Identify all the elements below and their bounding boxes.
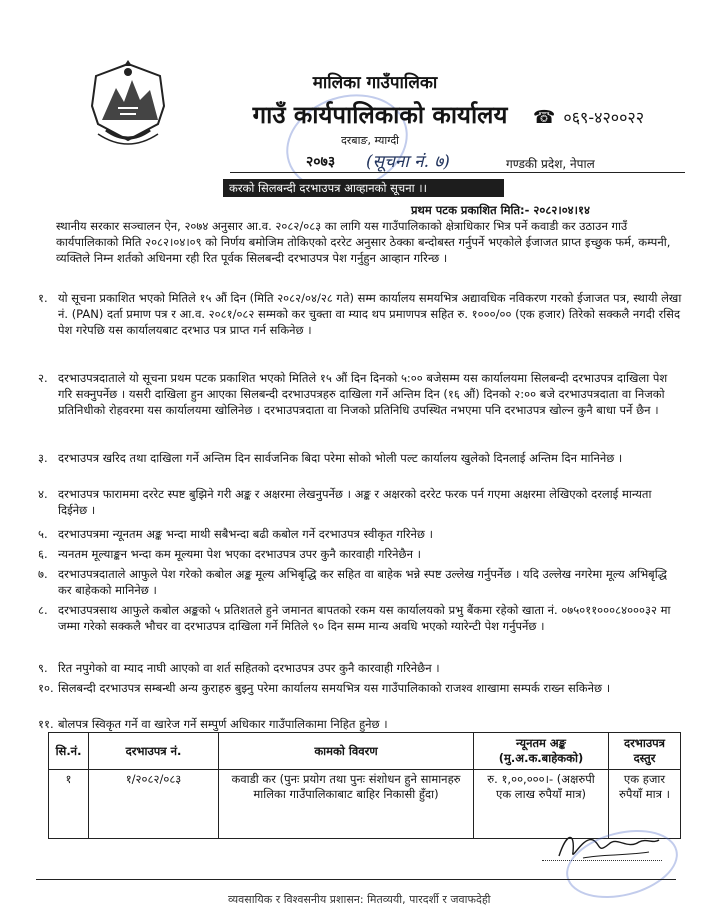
condition-number: ३.: [38, 451, 48, 465]
condition-number: ६.: [38, 547, 48, 561]
nepal-emblem-icon: [78, 60, 178, 152]
condition-item: [38, 526, 683, 542]
condition-text: सिलबन्दी दरभाउपत्र सम्बन्धी अन्य कुराहरु बुझ्नु परेमा कार्यालय समयभित्र यस गाउँपालिकाको राजश्व शाखामा सम्पर्क राख्न सकिनेछ ।: [58, 681, 611, 695]
column-header-bid-number: दरभाउपत्र नं.: [89, 733, 219, 770]
footer-divider: [36, 879, 676, 880]
cell-minimum-amount: रु. १,००,०००।- (अक्षरुपी एक लाख रुपैयाँ मात्र): [474, 770, 609, 839]
condition-text: दरभाउपत्र फाराममा दररेट स्पष्ट बुझिने गरी अङ्क र अक्षरमा लेखनुपर्नेछ । अङ्क र अक्षरको दररेट फरक पर्न गएमा अक्षरमा लेखिएको दरलाई मान्यता दिईनेछ ।: [58, 487, 652, 517]
office-name: गाउँ कार्यपालिकाको कार्यालय: [252, 101, 508, 129]
condition-number: ४.: [38, 487, 48, 501]
office-address: दरबाङ, म्याग्दी: [340, 134, 400, 147]
condition-item: [38, 566, 683, 598]
condition-item: [38, 370, 683, 418]
condition-item: [38, 680, 683, 696]
condition-item: [38, 486, 683, 518]
column-header-serial: सि.नं.: [49, 733, 89, 770]
condition-item: [38, 450, 683, 466]
notice-title-banner: करको सिलबन्दी दरभाउपत्र आव्हानको सूचना ।।: [223, 179, 504, 197]
cell-serial: १: [49, 770, 89, 839]
condition-item: [38, 660, 683, 676]
condition-text: यो सूचना प्रकाशित भएको मितिले १५ औं दिन (मिति २०८२/०४/२८ गते) सम्म कार्यालय समयभित्र अद्यावधिक नविकरण गरको ईजाजत पत्र, स्थायी लेखा नं. (PAN) दर्ता प्रमाण पत्र र आ.व. २०८१/०८२ सम्मको कर चुक्ता वा म्याद थप प्रमाणपत्र सहित रु. १०००/०० (एक हजार) तिरेको सक्कलै नगदी रसिद पेश गरेपछि यस कार्यालयबाट दरभाउ पत्र प्राप्त गर्न सकिनेछ ।: [58, 291, 682, 337]
bid-table: [48, 732, 681, 839]
condition-text: बोलपत्र स्विकृत गर्ने वा खारेज गर्ने सम्पुर्ण अधिकार गाउँपालिकामा निहित हुनेछ ।: [58, 717, 388, 731]
cell-bid-fee: एक हजार रुपैयाँ मात्र ।: [609, 770, 681, 839]
condition-item: [38, 546, 683, 562]
org-name: मालिका गाउँपालिका: [312, 73, 438, 93]
notice-number: (सूचना नं. ७): [366, 152, 450, 172]
condition-number: ९.: [38, 661, 48, 675]
condition-number: ८.: [38, 603, 48, 617]
province-name: गण्डकी प्रदेश, नेपाल: [506, 157, 595, 171]
phone-icon: ☎: [533, 107, 556, 128]
notice-intro: स्थानीय सरकार सञ्चालन ऐन, २०७४ अनुसार आ.व. २०८२/०८३ का लागि यस गाउँपालिकाको क्षेत्राधिकार भित्र पर्ने कवाडी कर उठाउन गाउँ कार्यपालिकाको मिति २०८२।०४।०९ को निर्णय बमोजिम तोकिएको दररेट अनुसार ठेक्का बन्दोबस्त गर्नुपर्ने भएकोले ईजाजत प्राप्त इच्छुक फर्म, कम्पनी, व्यक्तिले निम्न शर्तको अधिनमा रही रित पूर्वक सिलबन्दी दरभाउपत्र पेश गर्नुहुन आव्हान गरिन्छ ।: [56, 219, 671, 265]
first-published-date: प्रथम पटक प्रकाशित मिति:- २०८२।०४।१४: [411, 203, 590, 217]
condition-number: १.: [38, 291, 48, 305]
phone-number-block: [533, 106, 644, 128]
condition-text: न्यनतम मूल्याङ्कन भन्दा कम मूल्यमा पेश भएका दरभाउपत्र उपर कुनै कारवाही गरिनेछैन ।: [58, 547, 421, 561]
condition-text: दरभाउपत्रदाताले आफुले पेश गरेको कबोल अङ्क मूल्य अभिबृद्धि कर सहित वा बाहेक भन्ने स्पष्ट उल्लेख गर्नुपर्नेछ । यदि उल्लेख नगरेमा मूल्य अभिबृद्धि कर बाहेकको मानिनेछ ।: [58, 567, 667, 597]
phone-number: ०६९-४२००२२: [563, 108, 645, 127]
condition-text: दरभाउपत्रदाताले यो सूचना प्रथम पटक प्रकाशित भएको मितिले १५ औं दिन दिनको ५:०० बजेसम्म यस कार्यालयमा सिलबन्दी दरभाउपत्र दाखिला पेश गरि सक्नुपर्नेछ । यसरी दाखिला हुन आएका सिलबन्दी दरभाउपत्रहरु दाखिला गर्ने अन्तिम दिन (१६ औं) दिनको २:०० बजे दरभाउपत्रदाता वा निजको प्रतिनिधीको रोहवरमा यस कार्यालयमा खोलिनेछ । दरभाउपत्रदाता वा निजको प्रतिनिधि उपस्थित नभएमा पनि दरभाउपत्र खोल्न कुनै बाधा पर्ने छैन ।: [58, 371, 668, 417]
condition-number: २.: [38, 371, 48, 385]
column-header-work-description: कामको विवरण: [219, 733, 474, 770]
condition-item: [38, 602, 683, 634]
footer-motto: व्यवसायिक र विश्वसनीय प्रशासन: मितव्ययी, पारदर्शी र जवाफदेही: [228, 893, 491, 906]
condition-item: [38, 716, 683, 732]
condition-number: ७.: [38, 567, 48, 581]
condition-text: दरभाउपत्रमा न्यूनतम अङ्क भन्दा माथी सबैभन्दा बढी कबोल गर्ने दरभाउपत्र स्वीकृत गरिनेछ ।: [58, 527, 433, 541]
reference-year: २०७३: [306, 154, 336, 170]
condition-number: ११.: [38, 717, 54, 731]
condition-text: दरभाउपत्रसाथ आफुले कबोल अङ्कको ५ प्रतिशतले हुने जमानत बापतको रकम यस कार्यालयको प्रभु बैंकमा रहेको खाता नं. ०७५०११०००८४०००३२ मा जम्मा गरेको सक्कलै भौचर वा दरभाउपत्र दाखिला गर्ने मितिले ९० दिन सम्म मान्य अवधि भएको ग्यारेन्टी पेश गर्नुपर्नेछ ।: [58, 603, 671, 633]
condition-item: [38, 290, 683, 338]
cell-work-description: कवाडी कर (पुनः प्रयोग तथा पुनः संशोधन हुने सामानहरु मालिका गाउँपालिकाबाट बाहिर निकासी हुँदा): [219, 770, 474, 839]
condition-number: ५.: [38, 527, 48, 541]
header-divider: [230, 172, 685, 173]
condition-text: दरभाउपत्र खरिद तथा दाखिला गर्ने अन्तिम दिन सार्वजनिक बिदा परेमा सोको भोली पल्ट कार्यालय खुलेको दिनलाई अन्तिम दिन मानिनेछ ।: [58, 451, 623, 465]
cell-bid-number: १/२०८२/०८३: [89, 770, 219, 839]
column-header-minimum-amount: न्यूनतम अङ्क (मु.अ.क.बाहेकको): [474, 733, 609, 770]
column-header-bid-fee: दरभाउपत्र दस्तुर: [609, 733, 681, 770]
table-header-row: [49, 733, 681, 770]
condition-number: १०.: [38, 681, 54, 695]
condition-text: रित नपुगेको वा म्याद नाघी आएको वा शर्त सहितको दरभाउपत्र उपर कुनै कारवाही गरिनेछैन ।: [58, 661, 440, 675]
